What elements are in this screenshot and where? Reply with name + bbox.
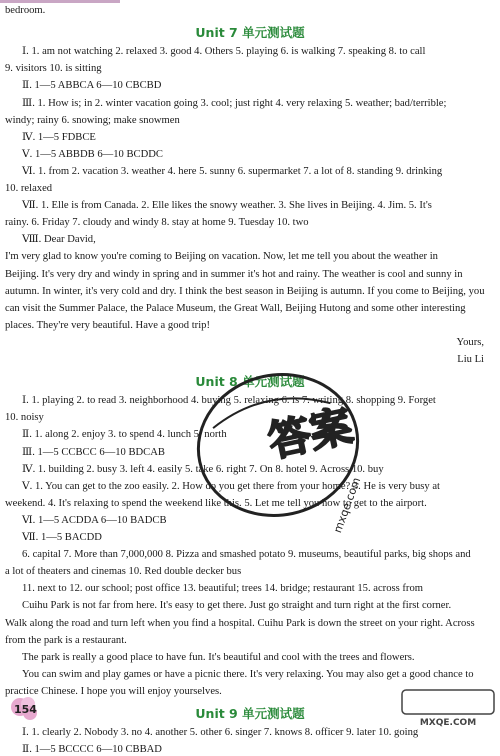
text-line: a lot of theaters and cinemas 10. Red double decker bus [5, 566, 242, 578]
text-line: windy; rainy 6. snowing; make snowmen [5, 114, 180, 126]
text-line: Ⅵ. 1—5 ACDDA 6—10 BADCB [22, 514, 167, 526]
text-line: Ⅲ. 1—5 CCBCC 6—10 BDCAB [22, 446, 165, 458]
text-line: Ⅱ. 1—5 ABBCA 6—10 CBCBD [22, 80, 162, 92]
text-line: Ⅴ. 1—5 ABBDB 6—10 BCDDC [22, 148, 163, 160]
page-number-badge [8, 694, 42, 724]
text-line: Ⅳ. 1—5 FDBCE [22, 131, 96, 143]
unit9-heading: Unit 9 单元测试题 [195, 706, 305, 721]
text-line: Ⅱ. 1—5 BCCCC 6—10 CBBAD [22, 744, 162, 756]
closing-yours: Yours, [456, 336, 484, 348]
text-line: Ⅲ. 1. How is; in 2. winter vacation going 3. cool; just right 4. very relaxing 5. weather; bad/terrible; [22, 97, 447, 109]
text-line: Ⅰ. 1. clearly 2. Nobody 3. no 4. another 5. other 6. singer 7. knows 8. officer 9. later 10. going [22, 727, 419, 739]
text-line: 9. visitors 10. is sitting [5, 63, 102, 75]
text-line: Beijing. It's very dry and windy in spring and in summer it's hot and rainy. The weather is cool and sunny in [5, 268, 463, 280]
text-line: Ⅶ. 1—5 BACDD [22, 532, 102, 543]
top-decor-bar [0, 0, 120, 3]
watermark-logo [400, 688, 496, 728]
text-line: Cuihu Park is not far from here. It's easy to get there. Just go straight and turn right at the first corner. [22, 600, 452, 612]
signature-name: Liu Li [457, 354, 484, 365]
text-line: You can swim and play games or have a picnic there. It's very relaxing. You may also get a good chance to [22, 668, 474, 680]
text-line: 10. relaxed [5, 183, 53, 194]
text-line: bedroom. [5, 5, 46, 16]
text-line: rainy. 6. Friday 7. cloudy and windy 8. stay at home 9. Tuesday 10. two [5, 217, 309, 229]
unit7-heading: Unit 7 单元测试题 [195, 25, 305, 41]
unit8-heading: Unit 8 单元测试题 [195, 374, 305, 390]
text-line: can visit the Summer Palace, the Palace Museum, the Great Wall, Beijing Hutong and some other interesting [5, 302, 466, 314]
stamp-url: mxqe.com [331, 475, 364, 535]
watermark-site: MXQE.COM [419, 718, 477, 728]
text-line: Ⅱ. 1. along 2. enjoy 3. to spend 4. lunch 5. north [22, 429, 227, 441]
text-line: I'm very glad to know you're coming to Beijing on vacation. Now, let me tell you about the weather in [5, 251, 438, 263]
text-line: Ⅵ. 1. from 2. vacation 3. weather 4. here 5. sunny 6. supermarket 7. a lot of 8. standing 9. drinking [22, 165, 443, 177]
text-line: Ⅴ. 1. You can get to the zoo easily. 2. How do you get there from your home? 3. He is very busy at [22, 480, 440, 492]
text-line: Ⅶ. 1. Elle is from Canada. 2. Elle likes the snowy weather. 3. She lives in Beijing. 4. Jim. 5. It's [22, 200, 432, 212]
text-line: Ⅳ. 1. building 2. busy 3. left 4. easily 5. take 6. right 7. On 8. hotel 9. Across 10. buy [22, 463, 384, 475]
page-number: 154 [14, 703, 37, 716]
stamp-text: 答案 [264, 400, 357, 467]
text-line: Ⅷ. Dear David, [22, 234, 96, 246]
text-line: Ⅰ. 1. am not watching 2. relaxed 3. good 4. Others 5. playing 6. is walking 7. speaking 8. to call [22, 46, 426, 58]
text-line: The park is really a good place to have fun. It's beautiful and cool with the trees and flowers. [22, 651, 415, 663]
text-line: weekend. 4. It's relaxing to spend the weekend like this. 5. Let me tell you how to get to the airport. [5, 497, 427, 509]
text-line: 10. noisy [5, 412, 44, 424]
text-line: Walk along the road and turn left when you find a hospital. Cuihu Park is down the street on your right. Across [5, 617, 475, 629]
text-line: Ⅰ. 1. playing 2. to read 3. neighborhood 4. buying 5. relaxing 6. is 7. writing 8. shopping 9. Forget [22, 395, 436, 407]
text-line: 6. capital 7. More than 7,000,000 8. Pizza and smashed potato 9. museums, beautiful parks, big shops and [22, 549, 471, 561]
text-line: autumn. In winter, it's very cold and dry. I think the best season in Beijing is autumn. If you come to Beijing, you [5, 285, 485, 297]
text-line: places. They're very beautiful. Have a good trip! [5, 319, 210, 331]
text-line: practice Chinese. I hope you will enjoy yourselves. [5, 685, 222, 697]
text-line: 11. next to 12. our school; post office 13. beautiful; trees 14. bridge; restaurant 15. across from [22, 583, 423, 595]
text-line: from the park is a restaurant. [5, 634, 127, 646]
